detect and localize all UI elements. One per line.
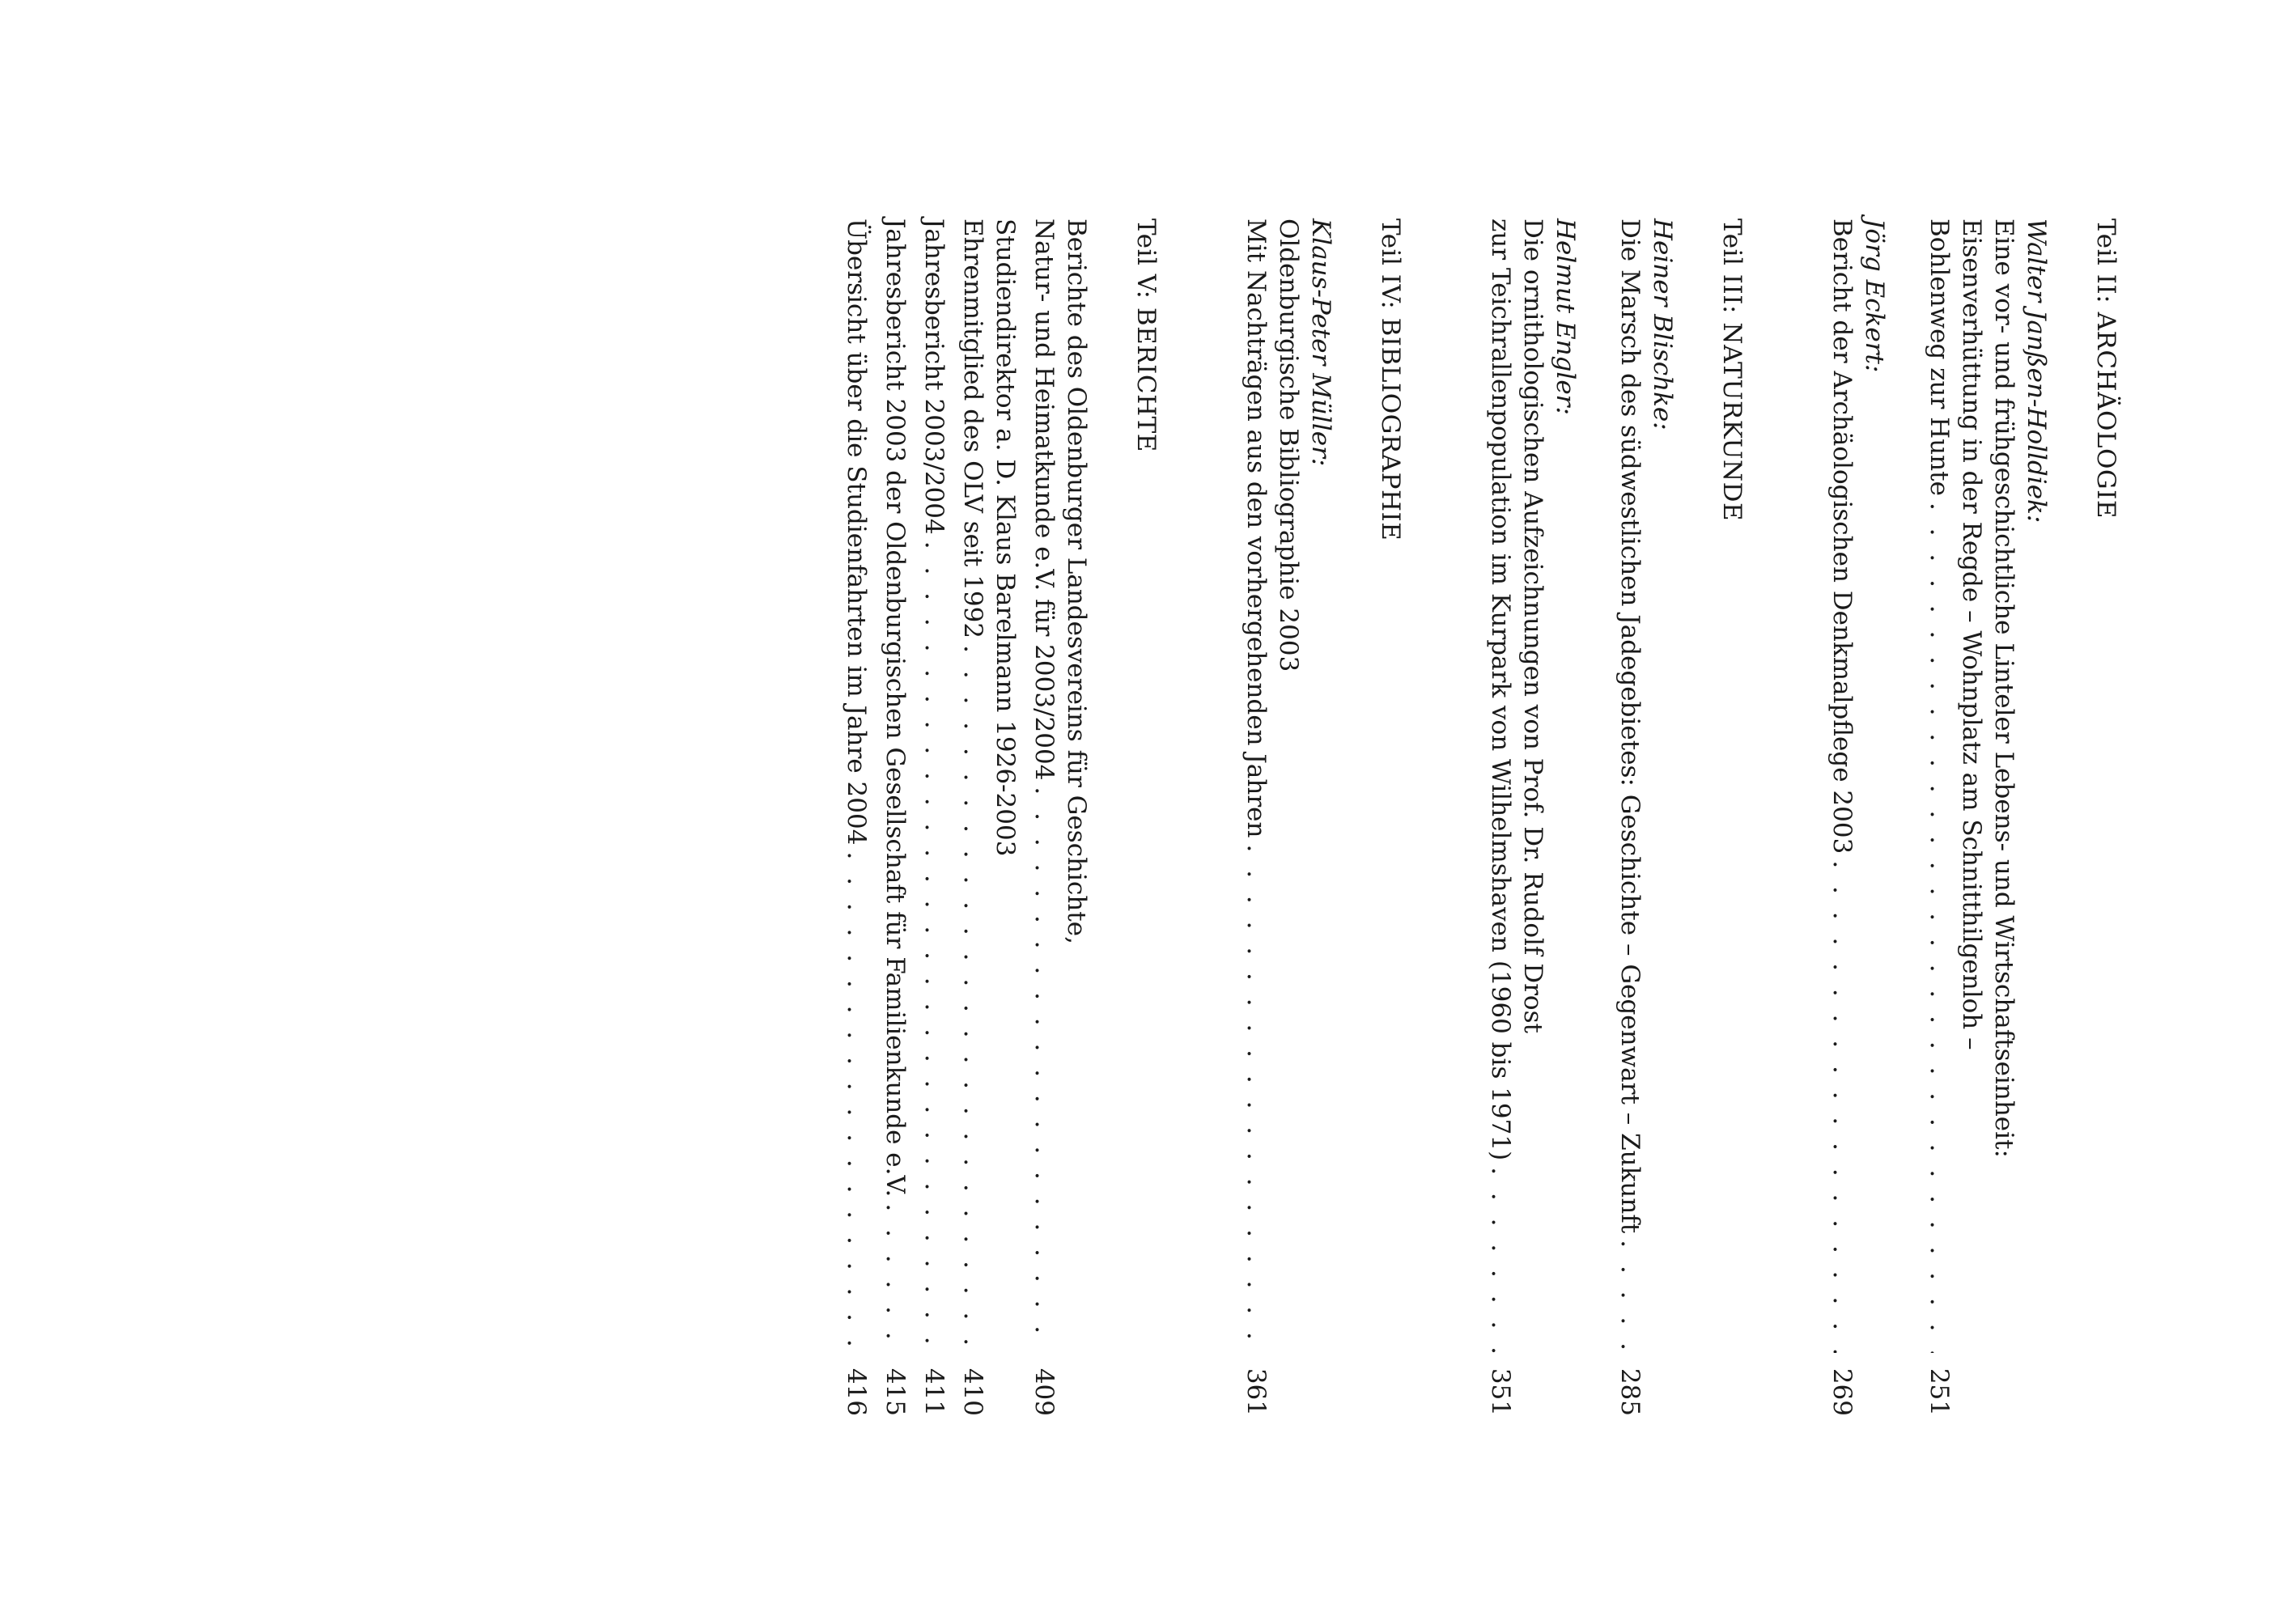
section-berichte [840,218,1162,1416]
dot-leader [1923,502,1955,1353]
toc-entry [957,218,1021,1416]
toc-entry [1484,218,1581,1416]
entry-line: Oldenburgische Bibliographie 2003 [1274,218,1303,672]
section-archaeologie [1826,218,2122,1416]
toc-entry [1028,218,1093,1416]
page-number: 251 [1925,1367,1954,1416]
toc-row [879,218,911,1416]
entry-line: Studiendirektor a. D. Klaus Barelmann 1926-2003 [991,218,1020,857]
dot-leader [1240,845,1272,1354]
entry-line: Die ornithologischen Aufzeichnungen von Prof. Dr. Rudolf Drost [1518,218,1547,1033]
dot-leader [879,1203,911,1353]
entry-line: Mit Nachträgen aus den vorhergehenden Jahren [1242,218,1271,838]
entry-line: zur Teichrallenpopulation im Kurpark von Wilhelmshaven (1960 bis 1971) [1486,218,1515,1161]
dot-leader [918,541,950,1353]
section-title: Teil III: NATURKUNDE [1717,218,1747,522]
table-of-contents [762,218,2122,1416]
page-number: 269 [1827,1367,1857,1416]
toc-entry [1923,218,2052,1416]
dot-leader [840,851,872,1353]
dot-leader [1028,787,1060,1353]
toc-row [957,218,989,1416]
toc-row [840,218,872,1416]
page-number: 411 [919,1367,949,1416]
entry-line: Übersicht über die Studienfahrten im Jahre 2004 [842,218,871,846]
entry-line: Natur- und Heimatkunde e.V. für 2003/2004 [1029,218,1059,781]
page-number: 409 [1029,1367,1059,1416]
toc-row [1826,218,1858,1416]
page-number: 361 [1242,1367,1271,1416]
toc-entry [1240,218,1337,1416]
entry-line: Bericht der Archäologischen Denkmalpflege 2003 [1827,218,1857,854]
toc-row [1484,218,1517,1416]
entry-line: Ehrenmitglied des OLV seit 1992 [958,218,987,639]
section-title: Teil V: BERICHTE [1131,218,1161,452]
page-number: 415 [881,1367,910,1416]
dot-leader [1826,860,1858,1353]
section-bibliographie [1240,218,1407,1416]
section-title: Teil II: ARCHÄOLOGIE [2091,218,2120,519]
page-number: 285 [1615,1367,1645,1416]
entry-line: Bohlenweg zur Hunte [1925,218,1954,496]
toc-row [1614,218,1646,1416]
entry-line: Eine vor- und frühgeschichtliche Linteler Lebens- und Wirtschaftseinheit: [1989,218,2018,1158]
toc-row [1240,218,1272,1416]
entry-author: Jörg Eckert: [1860,218,1889,373]
dot-leader [957,645,989,1353]
entry-line: Jahresbericht 2003/2004 [919,218,949,535]
toc-entry [1614,218,1679,1416]
entry-line: Berichte des Oldenburger Landesvereins für Geschichte, [1062,218,1091,944]
toc-row [1923,218,1955,1416]
page-number: 351 [1486,1367,1515,1416]
entry-line: Die Marsch des südwestlichen Jadegebietes: Geschichte – Gegenwart – Zukunft [1615,218,1645,1234]
entry-author: Helmut Engler: [1551,218,1580,415]
section-naturkunde [1484,218,1748,1416]
section-title: Teil IV: BIBLIOGRAPHIE [1376,218,1405,541]
page-number: 416 [842,1367,871,1416]
entry-author: Heiner Blischke: [1648,218,1677,430]
toc-row [918,218,950,1416]
dot-leader [1614,1240,1646,1353]
entry-author: Klaus-Peter Müller: [1306,218,1335,467]
toc-row [1028,218,1060,1416]
entry-line: Eisenverhüttung in der Regde – Wohnplatz am Schnitthilgenloh – [1957,218,1986,1050]
entry-author: Walter Janßen-Holldiek: [2022,218,2051,524]
page-number: 410 [958,1367,987,1416]
entry-line: Jahresbericht 2003 der Oldenburgischen Gesellschaft für Familienkunde e.V. [881,218,910,1198]
toc-entry [1826,218,1891,1416]
dot-leader [1484,1167,1517,1353]
